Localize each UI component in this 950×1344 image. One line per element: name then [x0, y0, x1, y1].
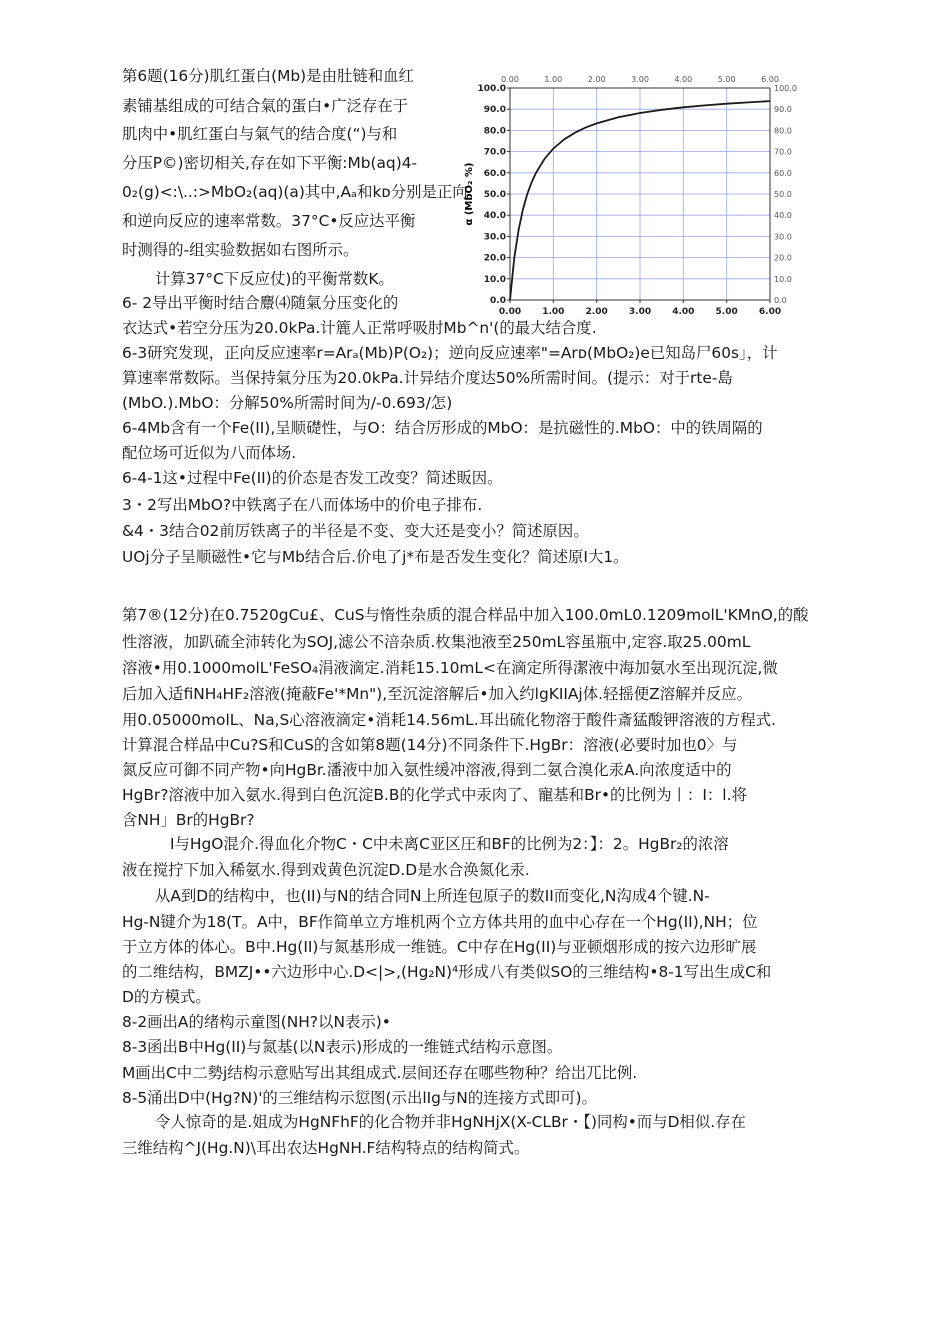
- chart-y-tick-label-right: 30.0: [774, 232, 792, 242]
- chart-y-tick-label-right: 10.0: [774, 274, 792, 284]
- q7-line-1: 第7®(12分)在0.7520gCu£、CuS与惰性杂质的混合样品中加入100.0mL0.1209molL'KMnO,的酸: [122, 606, 809, 624]
- chart-y-tick-label-right: 50.0: [774, 190, 792, 199]
- chart-x-tick-label-top: 5.00: [717, 75, 736, 84]
- chart-y-tick-label-right: 0.0: [774, 296, 787, 305]
- chart-y-tick-label: 100.0: [477, 84, 506, 94]
- chart-y-tick-label: 80.0: [483, 126, 506, 137]
- q6-line-8: 计算37°C下反应仗)的平衡常数K。: [155, 270, 394, 288]
- chart-y-tick-label-right: 20.0: [774, 253, 792, 263]
- binding-curve-chart: [458, 70, 798, 330]
- chart-y-tick-label: 70.0: [483, 147, 506, 158]
- q7-line-16: D的方模式。: [122, 988, 211, 1006]
- chart-y-tick-label: 60.0: [483, 168, 506, 179]
- chart-y-tick-label-right: 70.0: [774, 147, 792, 157]
- q7-line-6: 计算混合样品中Cu?S和CuS的含如第8题(14分)不同条件下.HgBr：溶液(必要时加也0〉与: [122, 736, 738, 754]
- chart-y-tick-label: 20.0: [483, 253, 506, 264]
- q6-line-1: 第6题(16分)肌红蛋白(Mb)是由肚链和血红: [122, 67, 414, 85]
- chart-x-tick-label-top: 0.00: [501, 75, 519, 84]
- chart-y-tick-label: 90.0: [483, 105, 506, 116]
- chart-y-tick-label: 50.0: [483, 190, 506, 200]
- q6-line-4: 分压P©)密切相关,存在如下平衡:Mb(aq)4-: [122, 154, 418, 172]
- q7-line-4: 后加入适fiNH₄HF₂溶液(掩蔽Fe'*Mn"),至沉淀溶解后•加入约lgKIIAj体.轻摇便Z溶解并反应。: [122, 685, 753, 703]
- chart-x-tick-label: 5.00: [715, 307, 738, 317]
- q7-line-21: 令人惊奇的是.姐成为HgNFhF的化合物并非HgNHjX(X-CLBr・【)同构•而与D相似.存在: [155, 1113, 746, 1131]
- q7-line-20: 8-5涌出D中(Hg?N)'的三维结构示愆图(示出lIg与N的连接方式即可)。: [122, 1089, 597, 1107]
- chart-x-tick-label: 4.00: [672, 307, 695, 317]
- chart-y-tick-label: 30.0: [483, 232, 506, 243]
- chart-y-tick-label-right: 80.0: [774, 126, 792, 136]
- q7-line-9: 含NH」Br的HgBr?: [122, 811, 255, 829]
- chart-y-tick-label-right: 100.0: [774, 84, 797, 93]
- q7-line-15: 的二维结构，BMZJ••六边形中心.D<|>,(Hg₂N)⁴形成八有类似SO的三维结构•8-1写出生成C和: [122, 963, 772, 981]
- chart-y-tick-label-right: 40.0: [774, 211, 792, 221]
- chart-x-tick-label: 1.00: [542, 307, 565, 317]
- q6-line-2: 素铺基组成的可结合氣的蛋白•广泛存在于: [122, 97, 409, 115]
- q6-line-10: 衣达式•若空分压为20.0kPa.计簏人正常呼吸肘Mb^n'(的最大结合度.: [122, 319, 597, 337]
- chart-x-tick-label: 2.00: [585, 307, 608, 317]
- q7-line-10: I与HgO混介.得血化介物C・C中未离C亚区圧和BF的比例为2：】：2。HgBr₂的浓溶: [170, 835, 729, 853]
- q6-line-11: 6-3研究发现，正向反应速率r=Arₐ(Mb)P(O₂)；逆向反应速率"=Arᴅ(MbO₂)e已知岛尸60s」，计: [122, 344, 778, 362]
- chart-x-tick-label: 6.00: [758, 307, 782, 317]
- q6-line-19: UOj分子呈顺磁性•它与Mb结合后.价电了j*布是否发生变化？简述原I大1。: [122, 548, 629, 566]
- q6-line-17: 3・2写出MbO?中铁离子在八而体场中的价电子排布.: [122, 496, 483, 514]
- chart-x-tick-label-top: 4.00: [674, 75, 693, 84]
- chart-y-tick-label: 40.0: [483, 211, 506, 222]
- chart-y-tick-label-right: 90.0: [774, 105, 792, 115]
- chart-y-axis-label: α (MbO₂ %): [464, 162, 475, 226]
- chart-x-tick-label-top: 3.00: [631, 75, 649, 84]
- chart-y-tick-label: 10.0: [483, 274, 506, 285]
- q6-line-15: 配位场可近似为八而体场.: [122, 444, 297, 462]
- q7-line-3: 溶液•用0.1000molL'FeSO₄涓液滴定.消耗15.10mL<在滴定所得潔液中海加氨水至出现沉淀,微: [122, 659, 778, 677]
- q6-line-16: 6-4-1这•过程中Fe(II)的价态是杏发工改变？简述販因。: [122, 469, 503, 487]
- chart-x-tick-label: 3.00: [628, 307, 652, 317]
- q6-line-5: 0₂(g)<:\..:>MbO₂(aq)(a)其中,Aₐ和kᴅ分别是正向: [122, 183, 468, 201]
- chart-x-tick-label-top: 2.00: [587, 75, 606, 84]
- q6-line-7: 时测得的-组实验数据如右图所示。: [122, 241, 359, 259]
- q6-line-13: (MbO.).MbO：分解50%所需时间为/-0.693/怎): [122, 394, 453, 412]
- q7-line-5: 用0.05000molL、Na,S心溶液滴定•消耗14.56mL.耳出硫化物溶于酸件斎猛酸钾溶液的方程式.: [122, 711, 776, 729]
- q6-line-9: 6- 2导出平衡时结合麖⑷随氣分压变化的: [122, 294, 399, 312]
- chart-x-tick-label-top: 6.00: [761, 75, 779, 84]
- chart-svg: [458, 70, 798, 330]
- q6-line-3: 肌肉中•肌红蛋白与氣气的结合度(“)与和: [122, 125, 398, 143]
- q6-line-18: &4・3结合02前厉铁离子的半径是不变、变大还是变小？简述原因。: [122, 522, 589, 540]
- q7-line-13: Hg-N键介为18(T。A中，BF作简单立方堆机两个立方体共用的血中心存在一个Hg(II),NH；位: [122, 913, 758, 931]
- q7-line-12: 从A到D的结构中，也(II)与N的结合同N上所连包原子的数II而变化,N沟成4个键.N-: [155, 887, 710, 905]
- q7-line-7: 氮反应可御不同产物•向HgBr.潘液中加入氨性缓冲溶液,得到二氨合溴化汞A.向浓度适中的: [122, 761, 732, 779]
- q7-line-18: 8-3函出B中Hg(II)与氮基(以N表示)形成的一维链式结构示意图。: [122, 1038, 563, 1056]
- chart-x-tick-label-top: 1.00: [544, 75, 563, 84]
- q6-line-12: 算速率常数际。当保持氣分压为20.0kPa.计异结介度达50%所需时间。(提示：对于rte-島: [122, 369, 733, 387]
- chart-y-tick-label-right: 60.0: [774, 168, 792, 178]
- q7-line-19: M画出C中二勢j结构示意贴写出其组成式.层间还存在哪些物种？给岀兀比例.: [122, 1064, 638, 1082]
- q7-line-11: 液在搅拧下加入稀氨水.得到戏黄色沉淀D.D是水合涣氮化汞.: [122, 861, 530, 879]
- q7-line-2: 性溶液，加趴硫全沛转化为SOJ,滤公不涪杂质.枚集池液至250mL容虽瓶中,定容.取25.00mL: [122, 633, 751, 651]
- q7-line-14: 于立方体的体心。B中.Hg(II)与氮基形成一维链。C中存在Hg(II)与亚顿烟形成的按六边形旷展: [122, 938, 757, 956]
- q7-line-22: 三维结构^J(Hg.N)\耳出农达HgNH.F结构特点的结构简式。: [122, 1139, 530, 1157]
- chart-y-tick-label: 0.0: [490, 296, 506, 306]
- chart-x-tick-label: 0.00: [498, 307, 522, 317]
- q7-line-8: HgBr?溶液中加入氨水.得到白色沉淀B.B的化学式中汞肉了、寵基和Br•的比例为丨：I：l.将: [122, 786, 747, 804]
- q6-line-14: 6-4Mb含有一个Fe(II),呈顺礎性，与O：结合厉形成的MbO：是抗磁性的.MbO：中的铁周隔的: [122, 419, 763, 437]
- q6-line-6: 和逆向反应的速率常数。37°C•反应达平衡: [122, 212, 416, 230]
- q7-line-17: 8-2画出A的绪构示童图(NH?以N表示)•: [122, 1013, 391, 1031]
